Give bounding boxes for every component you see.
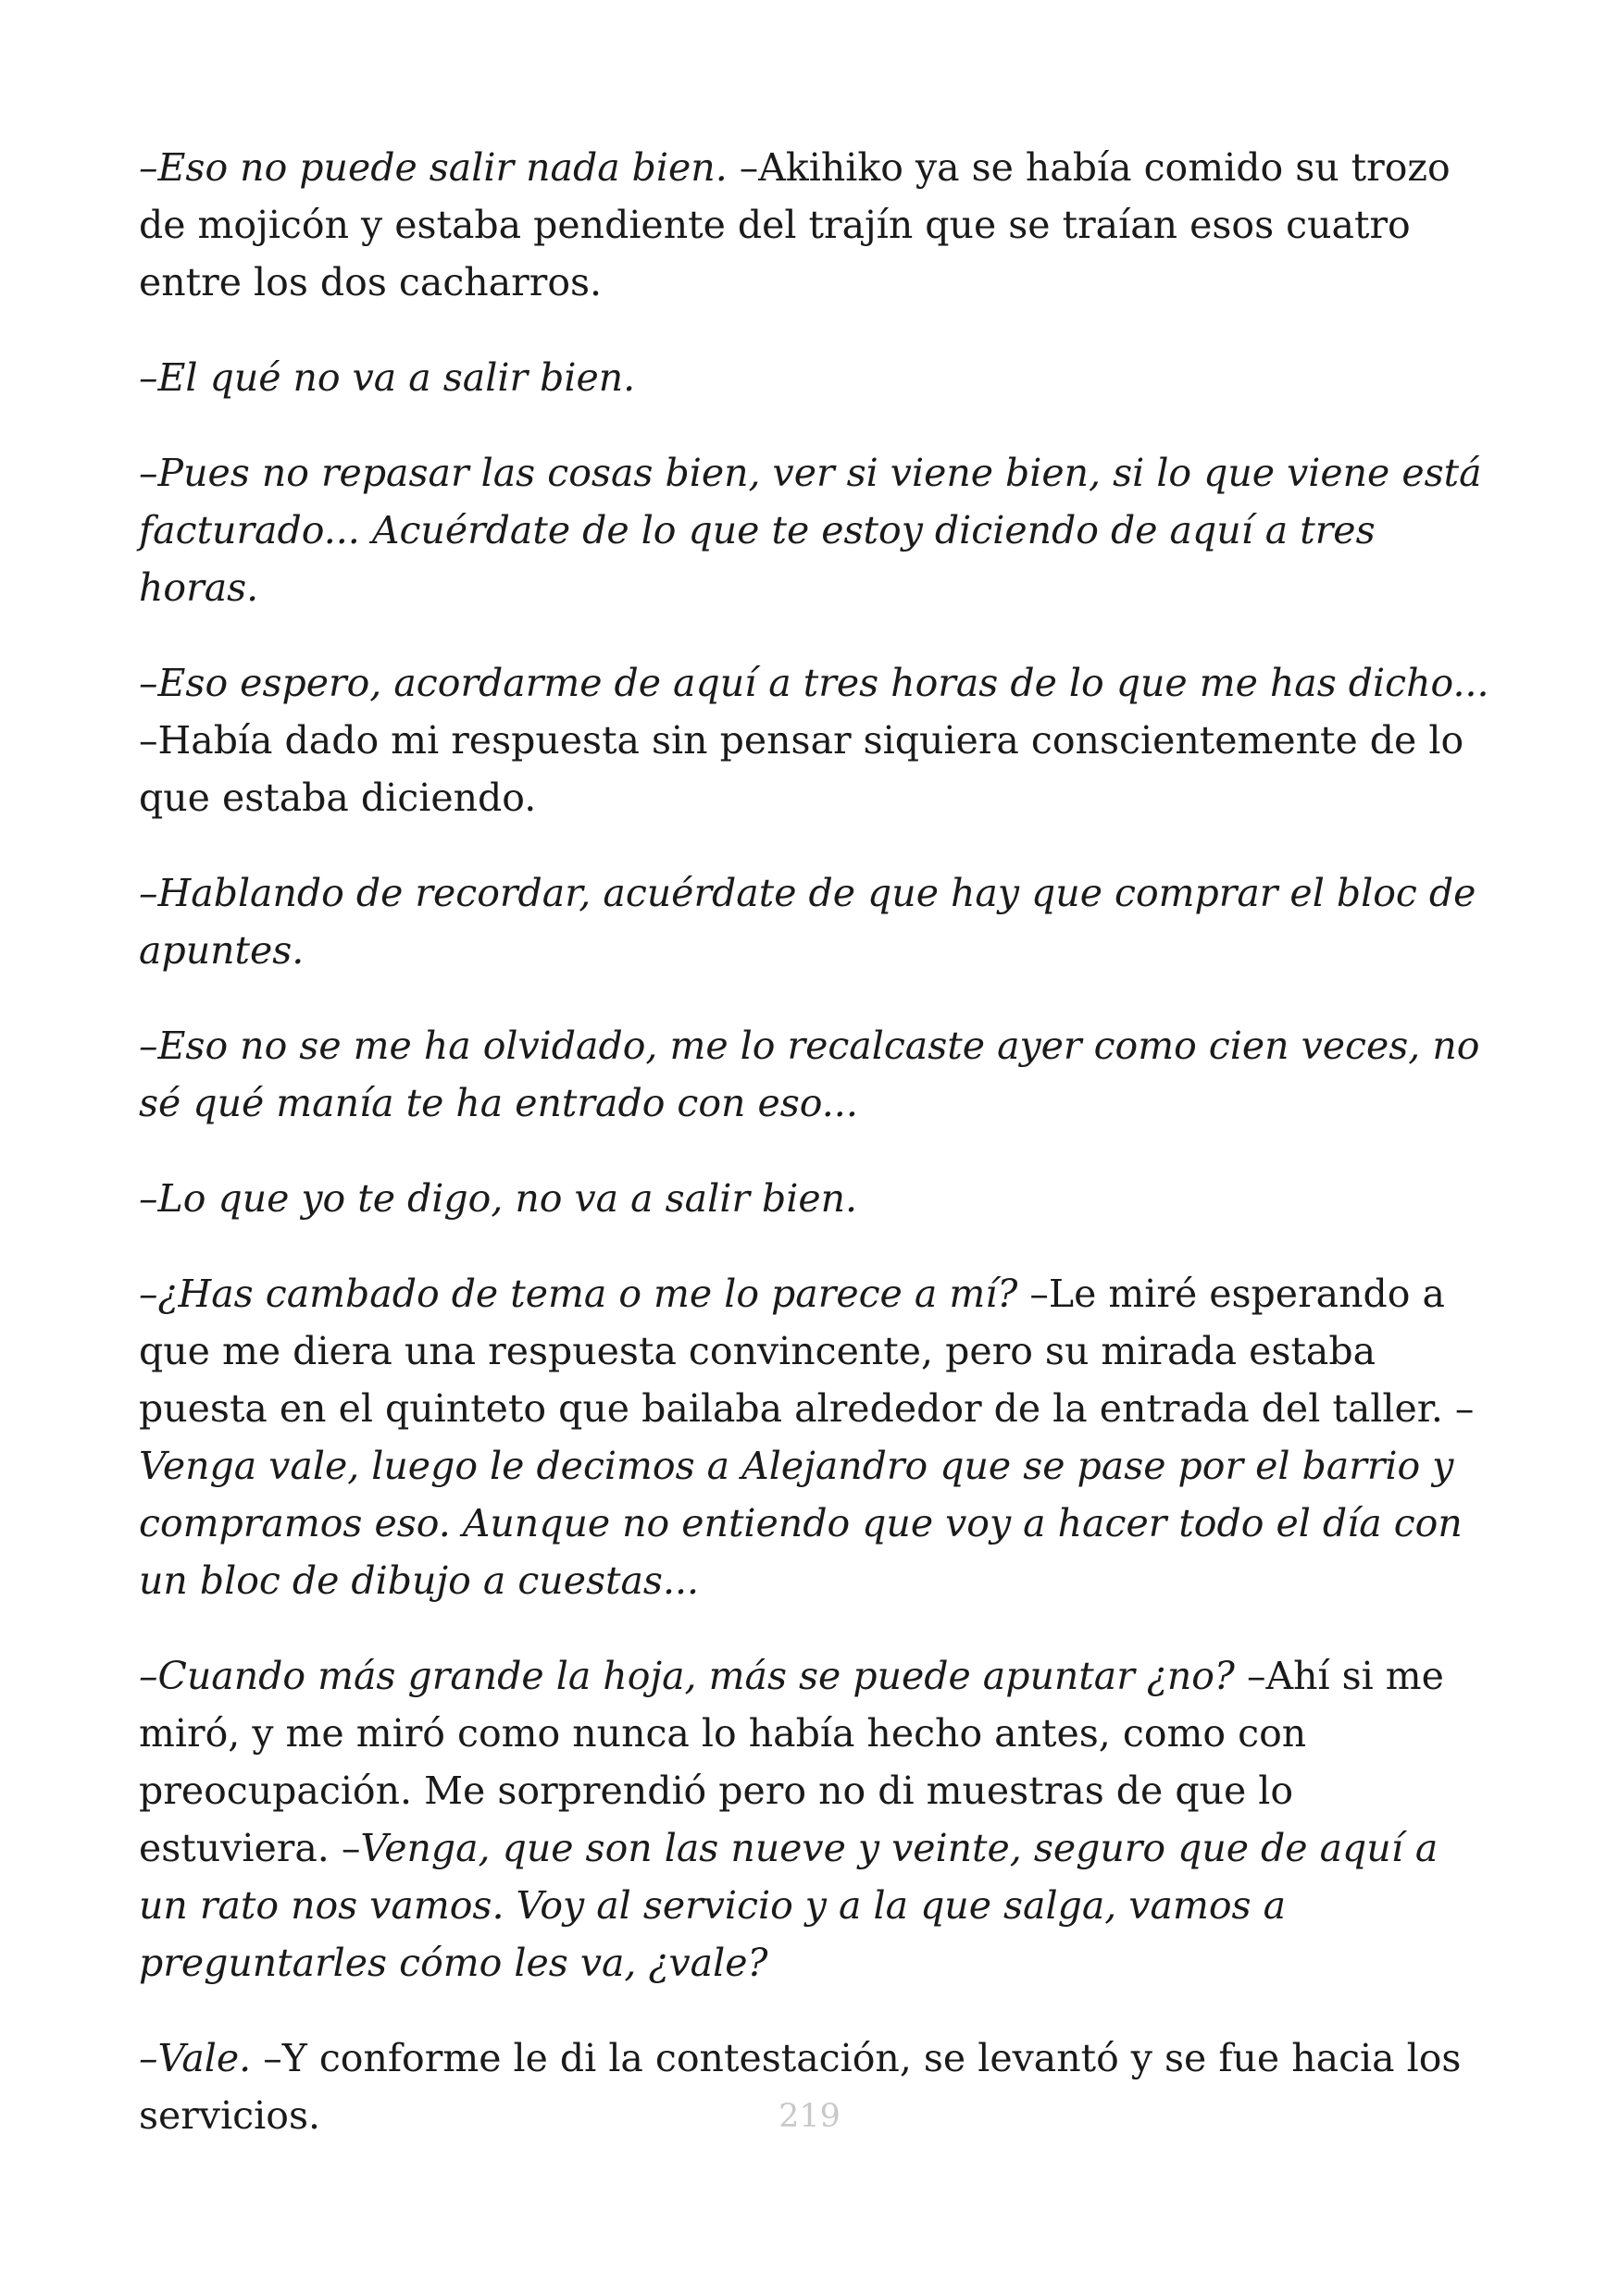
dialogue-segment: –Cuando más grande la hoja, más se puede apuntar ¿no?	[139, 1654, 1235, 1698]
dialogue-segment: –Lo que yo te digo, no va a salir bien.	[139, 1176, 858, 1221]
narration-segment: –Akihiko ya se había comido su trozo de mojicón y estaba pendiente del trajín que se traían esos cuatro entre los dos cacharros.	[139, 145, 1451, 304]
paragraph	[139, 1170, 1492, 1227]
narration-segment: –Le miré esperando a que me diera una respuesta convincente, pero su mirada estaba puesta en el quinteto que bailaba alrededor de la entrada del taller. –	[139, 1272, 1475, 1431]
paragraph	[139, 864, 1492, 979]
paragraph	[139, 139, 1492, 311]
dialogue-segment: Venga, que son las nueve y veinte, seguro que de aquí a un rato nos vamos. Voy al servicio y a la que salga, vamos a preguntarles cómo les va, ¿vale?	[139, 1826, 1438, 1985]
narration-segment: –Y conforme le di la contestación, se levantó y se fue hacia los servicios.	[139, 2036, 1462, 2138]
narration-segment: –Había dado mi respuesta sin pensar siquiera conscientemente de lo que estaba diciendo.	[139, 718, 1464, 820]
paragraph	[139, 1647, 1492, 1992]
dialogue-segment: –Hablando de recordar, acuérdate de que hay que comprar el bloc de apuntes.	[139, 871, 1476, 973]
dialogue-segment: –Eso no se me ha olvidado, me lo recalcaste ayer como cien veces, no sé qué manía te ha entrado con eso...	[139, 1024, 1480, 1125]
dialogue-segment: –Eso espero, acordarme de aquí a tres horas de lo que me has dicho...	[139, 661, 1489, 705]
paragraph	[139, 1017, 1492, 1132]
paragraph	[139, 444, 1492, 616]
paragraph	[139, 1265, 1492, 1609]
paragraph	[139, 654, 1492, 826]
dialogue-segment: Venga vale, luego le decimos a Alejandro que se pase por el barrio y compramos eso. Aunque no entiendo que voy a hacer todo el día con un bloc de dibujo a cuestas...	[139, 1444, 1463, 1603]
paragraph	[139, 349, 1492, 406]
dialogue-segment: –El qué no va a salir bien.	[139, 355, 636, 400]
page-number: 219	[778, 2098, 841, 2135]
narration-segment: –Ahí si me miró, y me miró como nunca lo había hecho antes, como con preocupación. Me sorprendió pero no di muestras de que lo estuviera. –	[139, 1654, 1444, 1870]
dialogue-segment: –¿Has cambado de tema o me lo parece a mí?	[139, 1272, 1018, 1316]
dialogue-segment: –Eso no puede salir nada bien.	[139, 145, 728, 190]
page-body	[139, 139, 1492, 2182]
dialogue-segment: –Vale.	[139, 2036, 252, 2080]
dialogue-segment: –Pues no repasar las cosas bien, ver si viene bien, si lo que viene está facturado... Acuérdate de lo que te estoy diciendo de aquí a tres horas.	[139, 451, 1482, 610]
